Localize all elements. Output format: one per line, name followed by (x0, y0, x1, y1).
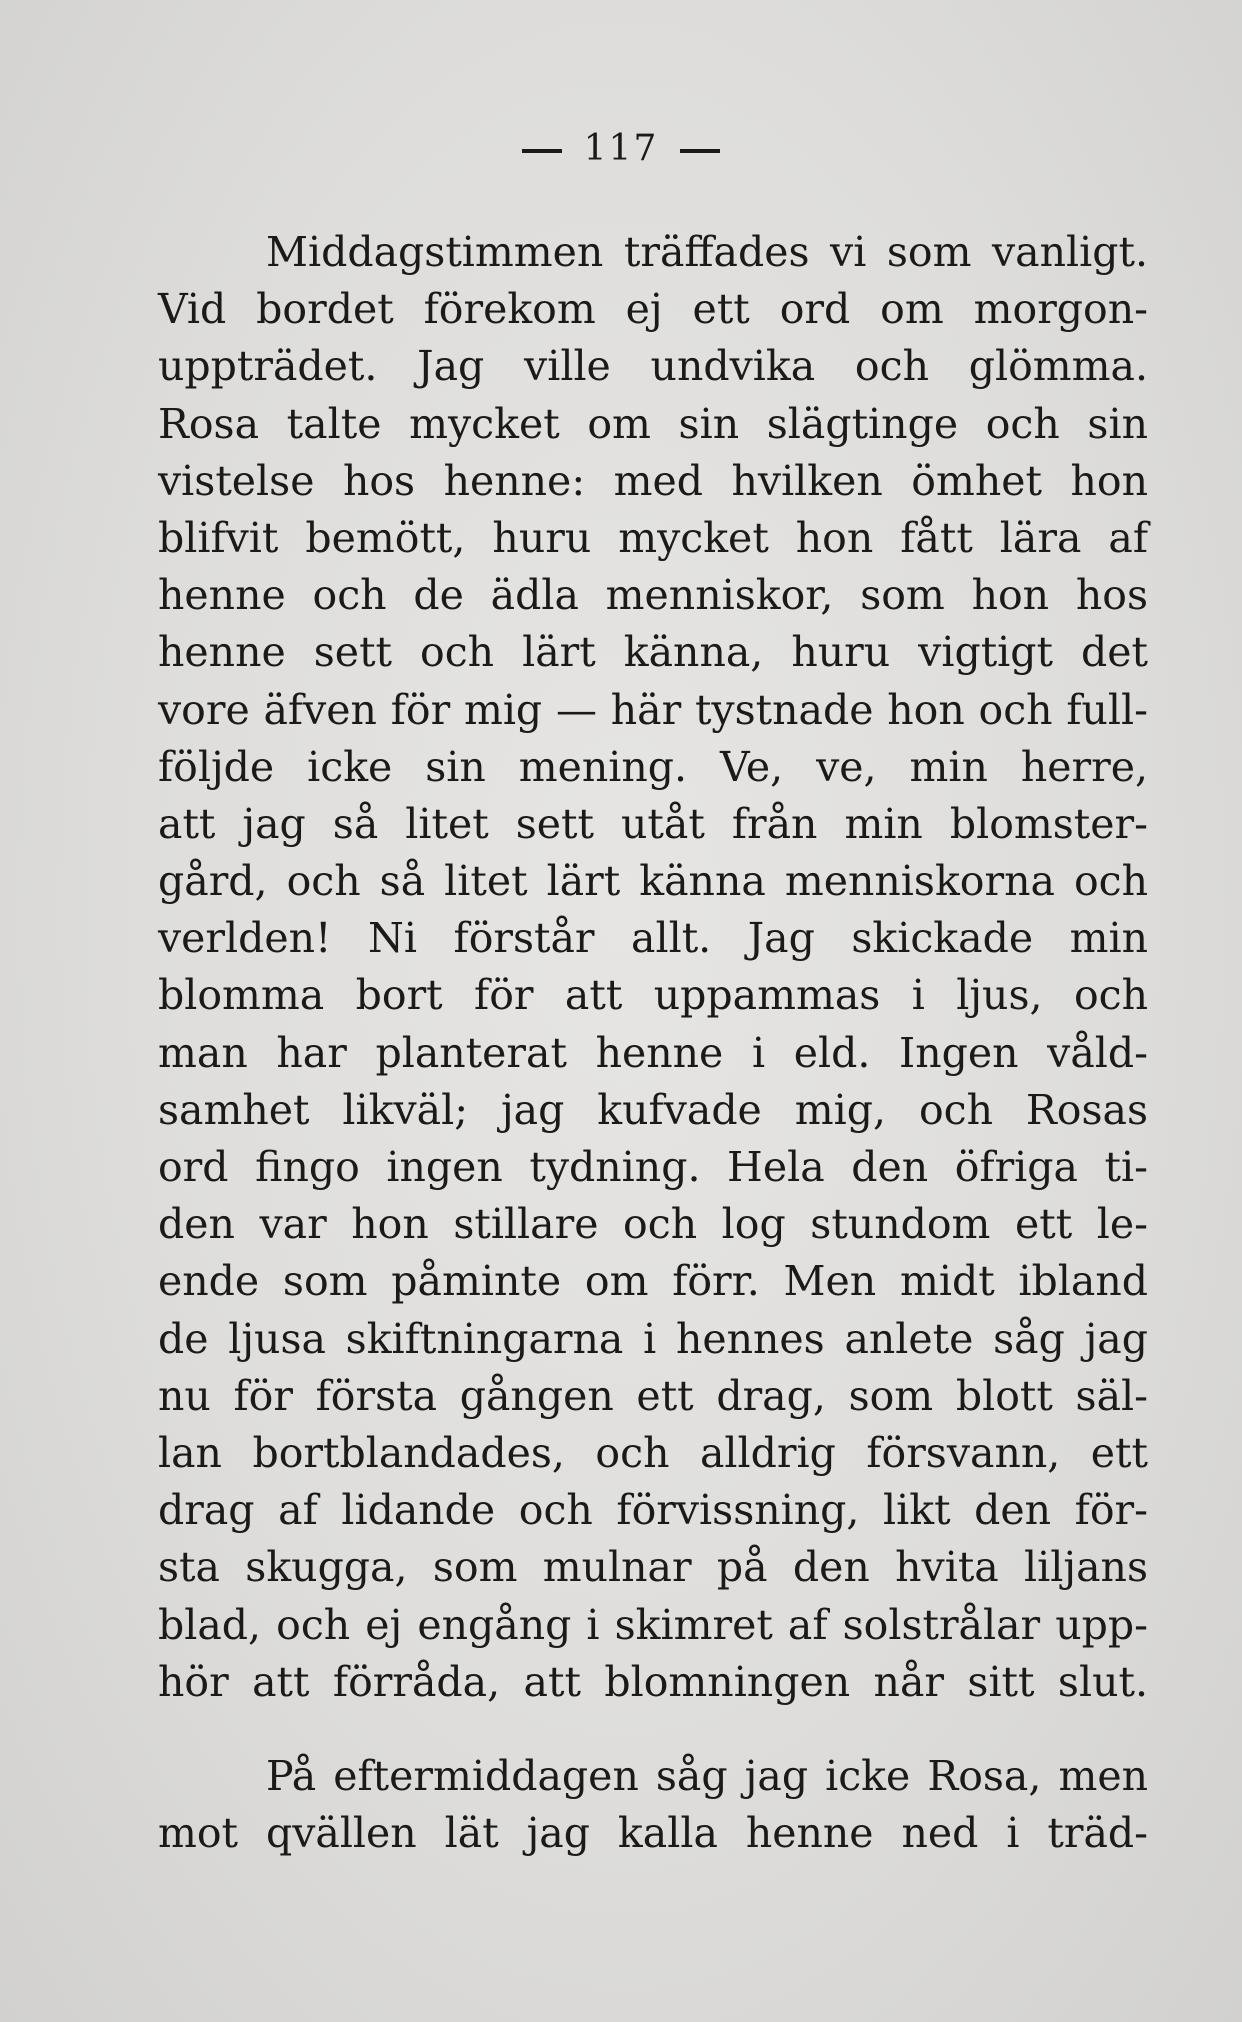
header-dash-right (680, 149, 720, 153)
page-header (0, 128, 1242, 169)
text-line: blomma bort för att uppammas i ljus, och (158, 971, 1148, 1020)
text-line: ende som påminte om förr. Men midt ibland (158, 1257, 1148, 1306)
text-line: uppträdet. Jag ville undvika och glömma. (158, 342, 1148, 391)
text-line: verlden! Ni förstår allt. Jag skickade min (158, 914, 1148, 963)
text-line: den var hon stillare och log stundom ett le- (158, 1200, 1148, 1249)
text-line: att jag så litet sett utåt från min blomster- (158, 799, 1148, 848)
text-line: sta skugga, som mulnar på den hvita liljans (158, 1543, 1148, 1592)
paragraph-gap (158, 1711, 1148, 1748)
text-line: henne sett och lärt känna, huru vigtigt det (158, 628, 1148, 677)
text-line: mot qvällen lät jag kalla henne ned i träd- (158, 1809, 1148, 1858)
paragraph-1 (158, 224, 1148, 1711)
paragraph-2 (158, 1748, 1148, 1862)
text-line: samhet likväl; jag kufvade mig, och Rosas (158, 1085, 1148, 1134)
text-line: På eftermiddagen såg jag icke Rosa, men (266, 1751, 1148, 1800)
text-line: ord fingo ingen tydning. Hela den öfriga ti- (158, 1143, 1148, 1191)
text-line: vore äfven för mig — här tystnade hon och full- (158, 685, 1148, 734)
text-line: Middagstimmen träffades vi som vanligt. (266, 228, 1148, 276)
text-line: blifvit bemött, huru mycket hon fått lära af (158, 513, 1148, 562)
text-line: hör att förråda, att blomningen når sitt slut. (158, 1657, 1148, 1706)
text-line: drag af lidande och förvissning, likt den för- (158, 1486, 1148, 1535)
text-line: lan bortblandades, och alldrig försvann, ett (158, 1428, 1148, 1477)
text-line: man har planterat henne i eld. Ingen våld- (158, 1028, 1148, 1077)
text-line: gård, och så litet lärt känna menniskorna och (158, 857, 1148, 906)
header-dash-left (522, 149, 562, 153)
text-line: nu för första gången ett drag, som blott säl- (158, 1371, 1148, 1420)
text-line: blad, och ej engång i skimret af solstrålar upp- (158, 1600, 1148, 1649)
body-text (158, 224, 1148, 1862)
text-line: Rosa talte mycket om sin slägtinge och sin (158, 399, 1148, 448)
text-line: de ljusa skiftningarna i hennes anlete såg jag (158, 1314, 1148, 1363)
text-line: Vid bordet förekom ej ett ord om morgon- (158, 285, 1148, 334)
text-line: följde icke sin mening. Ve, ve, min herre, (158, 742, 1148, 791)
text-line: henne och de ädla menniskor, som hon hos (158, 571, 1148, 620)
text-line: vistelse hos henne: med hvilken ömhet hon (158, 456, 1148, 505)
page-number: 117 (583, 128, 659, 169)
